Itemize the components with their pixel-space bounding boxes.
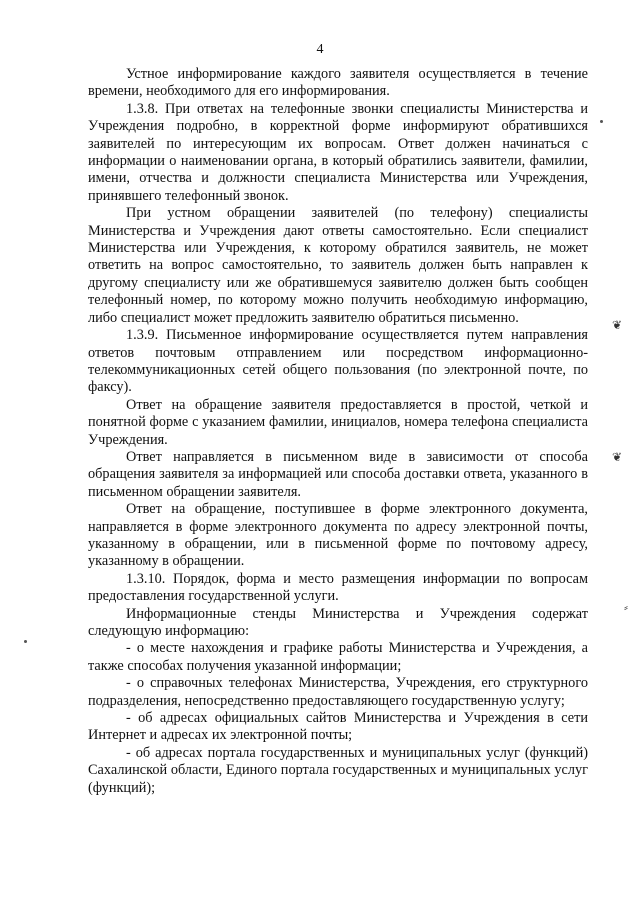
scan-mark: ⸗	[624, 600, 628, 614]
scan-speck	[600, 120, 603, 123]
scan-mark: ❦	[612, 450, 623, 464]
list-item-websites: - об адресах официальных сайтов Министерства и Учреждения в сети Интернет и адресах их электронной почты;	[88, 710, 588, 744]
page-number: 4	[316, 42, 324, 57]
paragraph-answer-electronic: Ответ на обращение, поступившее в форме электронного документа, направляется в форме электронного документа по адресу электронной почты, указанному в обращении, или в письменной форме по почтовому адресу, указанному в обращении.	[88, 501, 588, 570]
list-item-phones: - о справочных телефонах Министерства, Учреждения, его структурного подразделения, непосредственно предоставляющего государственную услугу;	[88, 675, 588, 709]
list-item-portals: - об адресах портала государственных и муниципальных услуг (функций) Сахалинской области, Единого портала государственных и муниципальных услуг (функций);	[88, 744, 588, 796]
paragraph-oral-appeal: При устном обращении заявителей (по телефону) специалисты Министерства и Учреждения дают ответы самостоятельно. Если специалист Министерства или Учреждения, к которому обратился заявитель, не может ответить на вопрос самостоятельно, то заявитель должен быть направлен к другому специалисту или же обратившемуся заявителю должен быть сообщен телефонный номер, по которому можно получить необходимую информацию, либо специалист может предложить заявителю обратиться письменно.	[88, 205, 588, 326]
paragraph-answer-form: Ответ на обращение заявителя предоставляется в простой, четкой и понятной форме с указанием фамилии, инициалов, номера телефона специалиста Учреждения.	[88, 396, 588, 448]
scan-mark: ❦	[612, 318, 623, 332]
paragraph-oral-info: Устное информирование каждого заявителя осуществляется в течение времени, необходимого для его информирования.	[88, 66, 588, 100]
document-body	[88, 66, 588, 797]
paragraph-1-3-10: 1.3.10. Порядок, форма и место размещения информации по вопросам предоставления государственной услуги.	[88, 570, 588, 605]
scan-speck	[24, 640, 27, 643]
paragraph-1-3-9: 1.3.9. Письменное информирование осуществляется путем направления ответов почтовым отправлением или посредством информационно-телекоммуникационных сетей общего пользования (по электронной почте, по факсу).	[88, 327, 588, 396]
paragraph-answer-written: Ответ направляется в письменном виде в зависимости от способа обращения заявителя за информацией или способа доставки ответа, указанного в письменном обращении заявителя.	[88, 448, 588, 500]
paragraph-info-stands: Информационные стенды Министерства и Учреждения содержат следующую информацию:	[88, 605, 588, 639]
paragraph-1-3-8: 1.3.8. При ответах на телефонные звонки специалисты Министерства и Учреждения подробно, в корректной форме информируют обратившихся заявителей по интересующим их вопросам. Ответ должен начинаться с информации о наименовании органа, в который обратились заявители, фамилии, имени, отчества и должности специалиста Министерства или Учреждения, принявшего телефонный звонок.	[88, 100, 588, 204]
list-item-location: - о месте нахождения и графике работы Министерства и Учреждения, а также способах получения указанной информации;	[88, 640, 588, 674]
